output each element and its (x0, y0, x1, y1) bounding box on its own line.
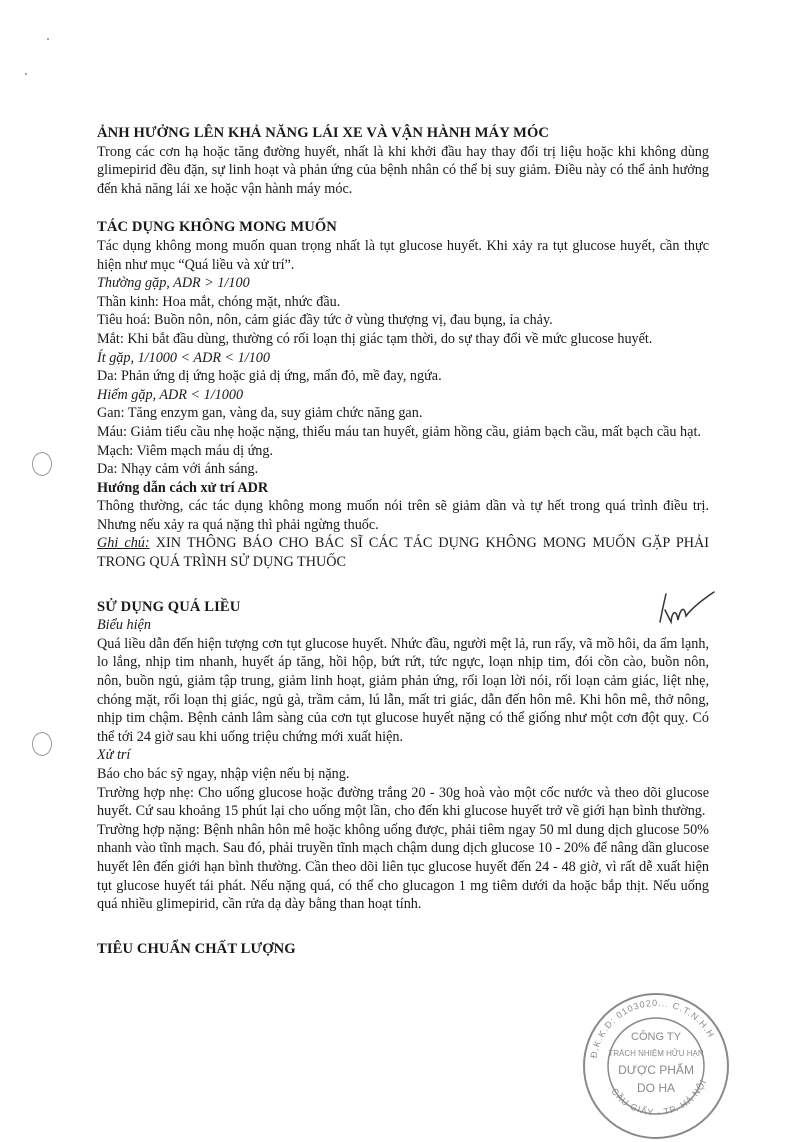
section-title-adverse: TÁC DỤNG KHÔNG MONG MUỐN (97, 219, 337, 236)
common-item: Tiêu hoá: Buồn nôn, nôn, cảm giác đầy tức ở vùng thượng vị, đau bụng, ỉa chảy. (97, 312, 553, 329)
stamp-line: DƯỢC PHẨM (618, 1063, 694, 1077)
symptoms-paragraph: Quá liều dẫn đến hiện tượng cơn tụt glucose huyết. Nhức đầu, người mệt lả, run rẩy, vã mồ hôi, da ẩm lạnh, lo lắng, nhịp tim nhanh, huyết áp tăng, hồi hộp, bứt rứt, tức ngực, loạn nhịp tim, đói cồn cào, buồn nôn, nôn, buồn ngủ, giảm tập trung, giảm linh hoạt, giảm phản ứng, rối loạn lời nói, rối loạn cảm giác, liệt nhẹ, chóng mặt, rối loạn thị giác, ngủ gà, trầm cảm, lú lẫn, mất tri giác, dẫn đến hôn mê. Khi hôn mê, thở nông, nhịp tim chậm. Bệnh cảnh lâm sàng của cơn tụt glucose huyết nặng có thể giống như một cơn đột quỵ. Có thể tới 24 giờ sau khi uống triệu chứng mới xuất hiện. (97, 635, 709, 745)
driving-paragraph: Trong các cơn hạ hoặc tăng đường huyết, nhất là khi khởi đầu hay thay đổi trị liệu hoặc khi không dùng glimepirid đều đặn, sự linh hoạt và phản ứng của bệnh nhân có thể bị suy giảm. Điều này có thể ảnh hưởng đến khả năng lái xe hoặc vận hành máy móc. (97, 143, 709, 197)
punch-hole (32, 732, 52, 756)
adverse-intro: Tác dụng không mong muốn quan trọng nhất là tụt glucose huyết. Khi xảy ra tụt glucose huyết, cần thực hiện như mục “Quá liều và xử trí”. (97, 237, 709, 273)
section-overdose (97, 598, 709, 914)
rare-item: Máu: Giảm tiểu cầu nhẹ hoặc nặng, thiếu máu tan huyết, giảm hồng cầu, giảm bạch cầu, mất bạch cầu hạt. (97, 423, 701, 440)
symptoms-label: Biểu hiện (97, 617, 151, 634)
section-quality (97, 940, 709, 959)
company-stamp (580, 990, 732, 1142)
rare-item: Mạch: Viêm mạch máu dị ứng. (97, 442, 273, 459)
common-label: Thường gặp, ADR > 1/100 (97, 275, 250, 292)
treatment-item: Báo cho bác sỹ ngay, nhập viện nếu bị nặng. (97, 766, 350, 782)
section-title-driving: ẢNH HƯỞNG LÊN KHẢ NĂNG LÁI XE VÀ VẬN HÀNH MÁY MÓC (97, 125, 550, 141)
section-driving (97, 124, 709, 198)
section-title-overdose: SỬ DỤNG QUÁ LIỀU (97, 598, 241, 615)
rare-label: Hiếm gặp, ADR < 1/1000 (97, 386, 244, 403)
adr-guide-body: Thông thường, các tác dụng không mong muốn nói trên sẽ giảm dần và tự hết trong quá trình điều trị. Nhưng nếu xảy ra quá nặng thì phải ngừng thuốc. (97, 498, 709, 533)
scan-speck (47, 38, 49, 40)
document-body (97, 124, 709, 958)
section-adverse-effects (97, 218, 709, 571)
note-paragraph (97, 534, 709, 571)
stamp-line: CÔNG TY (631, 1031, 681, 1043)
stamp-ring-top: Đ.K.K.D: 0103020... C.T.N.H.H (588, 997, 717, 1059)
adr-guide-title: Hướng dẫn cách xử trí ADR (97, 479, 269, 496)
stamp-ring-bottom: CẦU GIẤY - TP. HÀ NỘI (609, 1077, 709, 1118)
punch-hole (32, 452, 52, 476)
common-item: Thần kinh: Hoa mắt, chóng mặt, nhức đầu. (97, 293, 341, 310)
handwritten-signature (656, 590, 716, 630)
uncommon-label: Ít gặp, 1/1000 < ADR < 1/100 (97, 349, 270, 366)
treatment-label: Xử trí (97, 747, 131, 764)
rare-item: Da: Nhạy cảm với ánh sáng. (97, 461, 259, 478)
stamp-line: TRÁCH NHIỆM HỮU HẠN (608, 1049, 704, 1058)
section-title-quality: TIÊU CHUẨN CHẤT LƯỢNG (97, 940, 296, 957)
scan-speck (25, 73, 27, 75)
rare-item: Gan: Tăng enzym gan, vàng da, suy giảm chức năng gan. (97, 405, 423, 422)
stamp-line: DO HA (636, 1081, 676, 1095)
treatment-item: Trường hợp nhẹ: Cho uống glucose hoặc đường trắng 20 - 30g hoà vào một cốc nước và theo dõi glucose huyết. Cứ sau khoảng 15 phút lại cho uống một lần, cho đến khi glucose huyết trở về giới hạn bình thường. (97, 784, 709, 820)
uncommon-item: Da: Phản ứng dị ứng hoặc giả dị ứng, mẩn đỏ, mề đay, ngứa. (97, 368, 442, 385)
treatment-item: Trường hợp nặng: Bệnh nhân hôn mê hoặc không uống được, phải tiêm ngay 50 ml dung dịch glucose 50% nhanh vào tĩnh mạch. Sau đó, phải truyền tĩnh mạch chậm dung dịch glucose 10 - 20% để nâng dần glucose huyết lên đến giới hạn bình thường. Cần theo dõi liên tục glucose huyết đến 24 - 48 giờ, vì rất dễ xuất hiện tụt glucose huyết tái phát. Nếu nặng quá, có thể cho glucagon 1 mg tiêm dưới da hoặc bắp thịt. Nếu uống quá nhiều glimepirid, cần rửa dạ dày bằng than hoạt tính. (97, 821, 709, 913)
note-body: XIN THÔNG BÁO CHO BÁC SĨ CÁC TÁC DỤNG KHÔNG MONG MUỐN GẶP PHẢI TRONG QUÁ TRÌNH SỬ DỤNG THUỐC (97, 535, 709, 571)
note-label: Ghi chú: (97, 535, 150, 552)
common-item: Mắt: Khi bắt đầu dùng, thường có rối loạn thị giác tạm thời, do sự thay đổi về mức glucose huyết. (97, 330, 653, 347)
